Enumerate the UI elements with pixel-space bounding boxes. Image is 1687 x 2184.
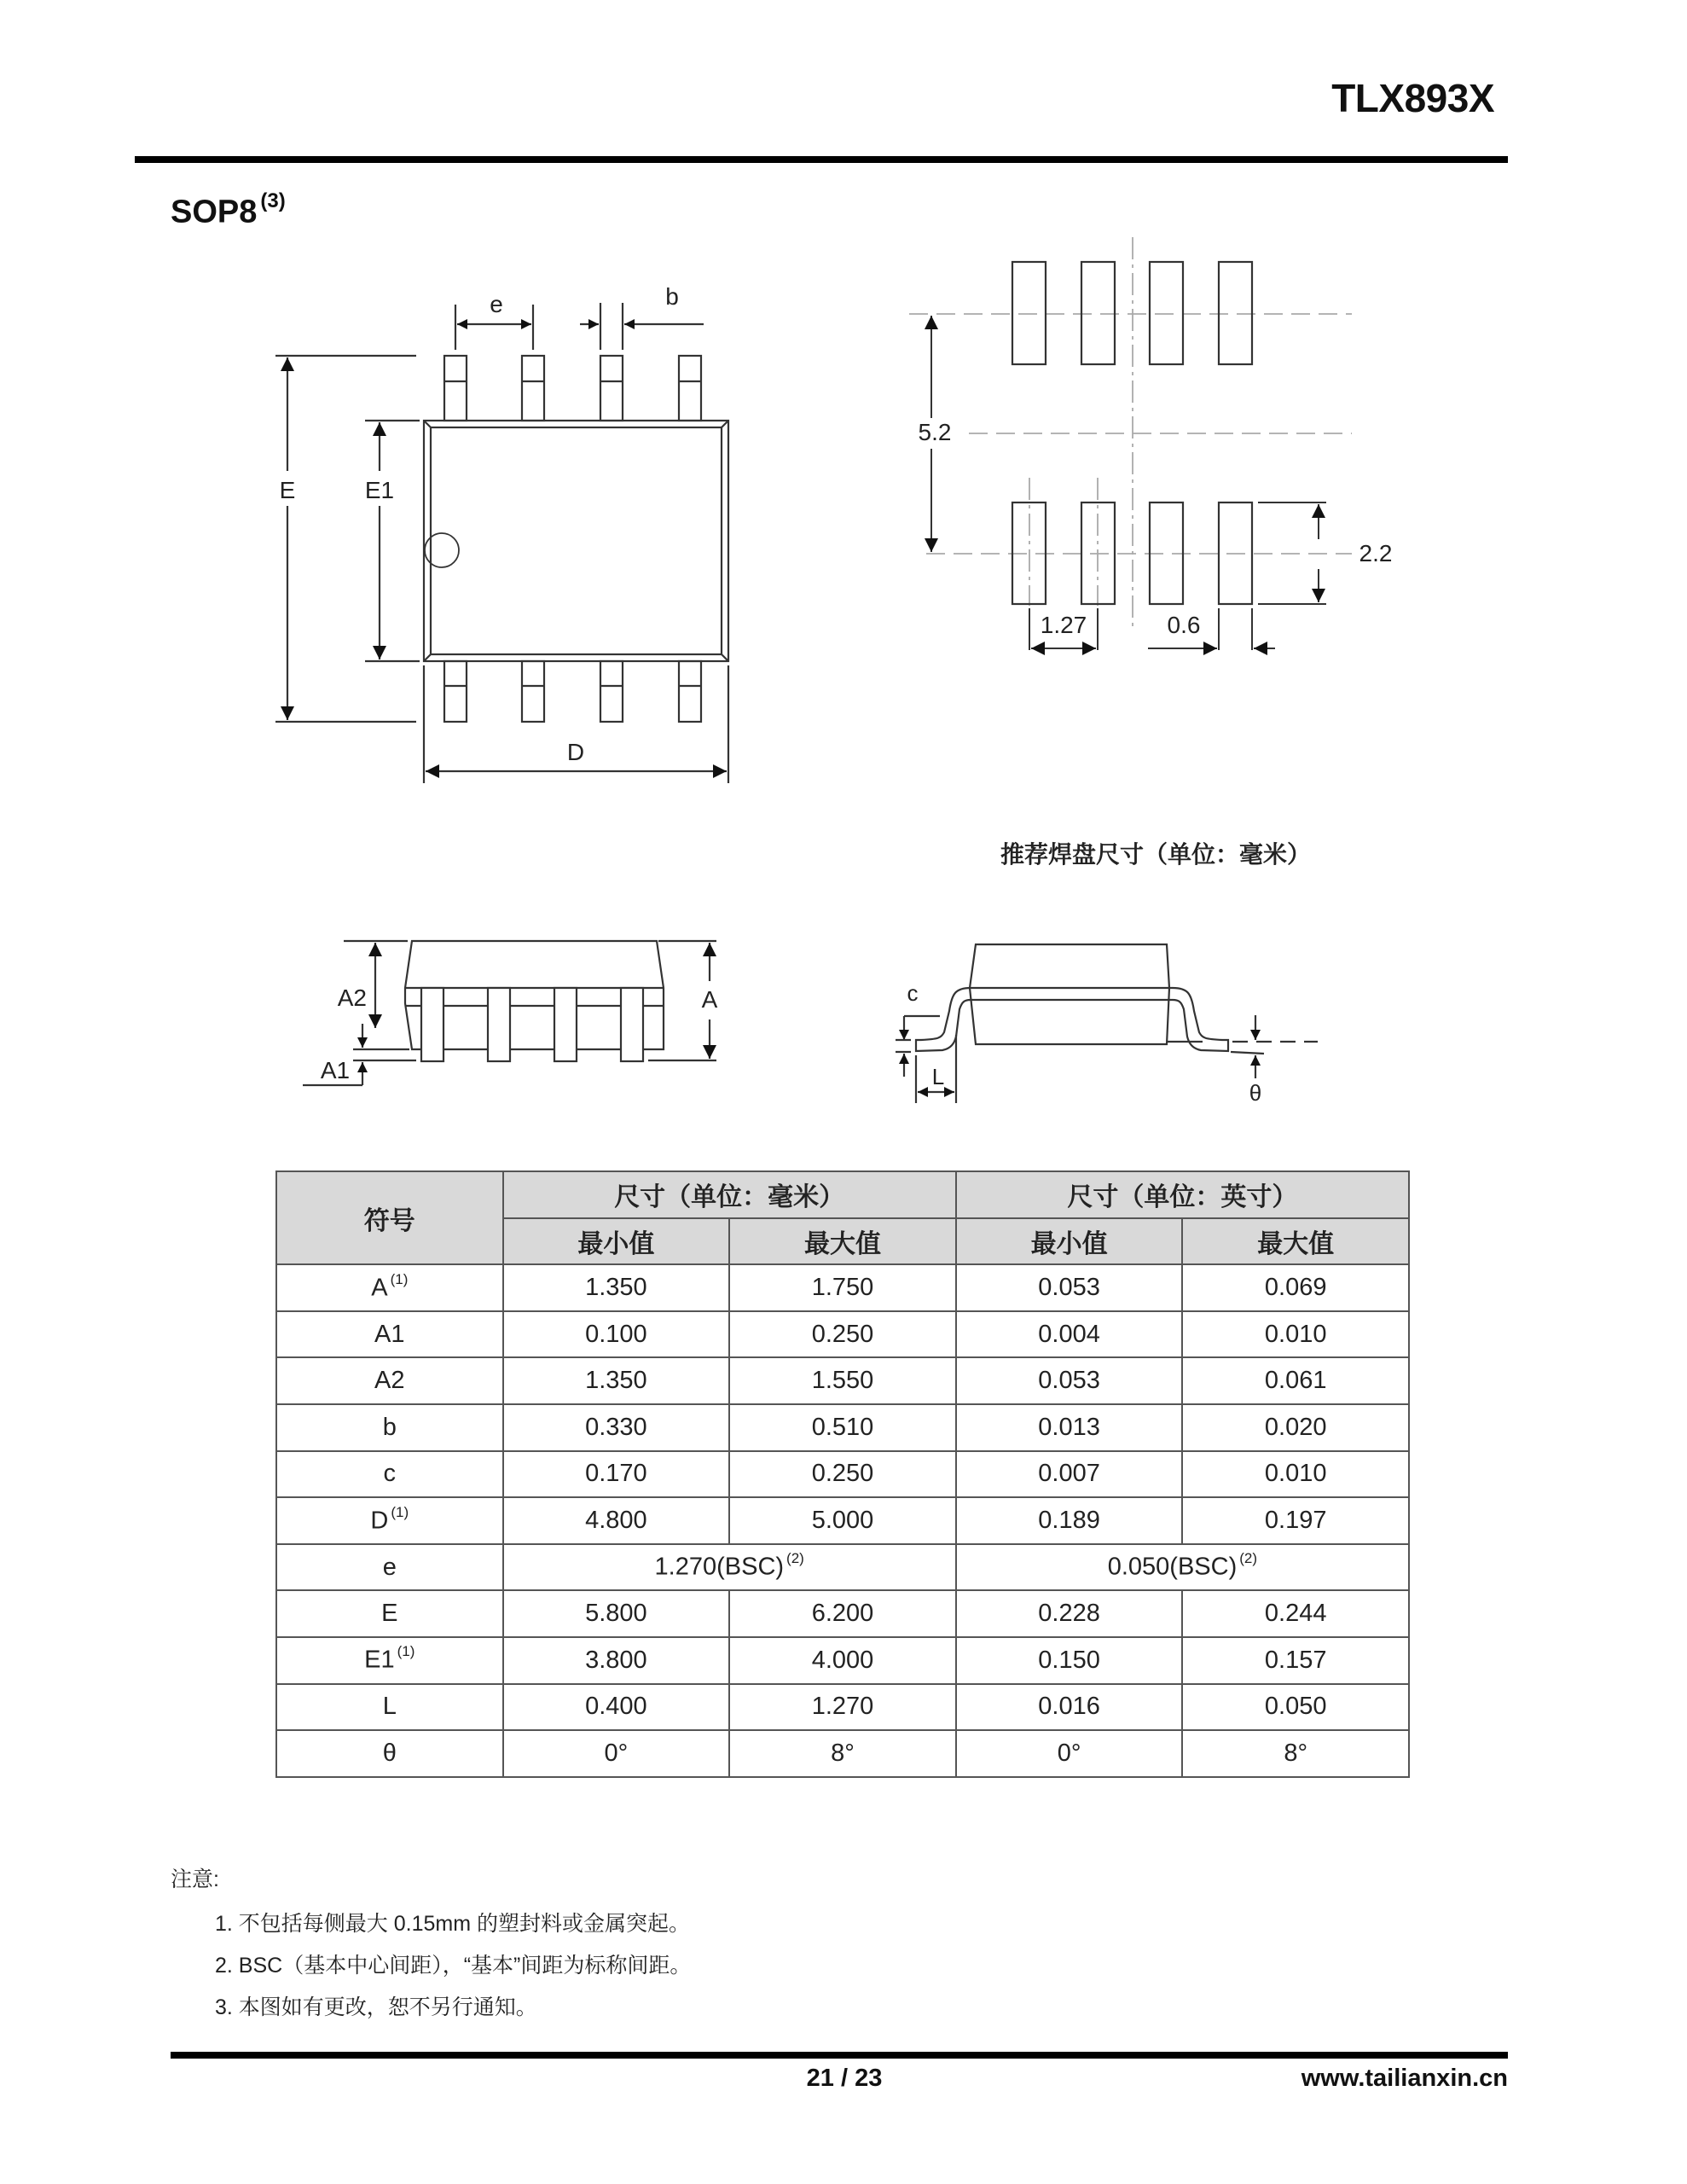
cell-symbol-value: L [382,1693,397,1721]
cell-symbol-value: E1 [364,1647,395,1675]
cell-in-max-value: 0.157 [1264,1646,1327,1674]
cell-in-max-value: 0.020 [1264,1413,1327,1441]
cell-mm-min [503,1497,730,1544]
note-reference: (3) [260,189,286,212]
cell-mm-min-value: 0.100 [585,1320,647,1348]
cell-mm-max-value: 4.000 [811,1646,874,1674]
cell-symbol-value: A1 [374,1320,405,1348]
cell-in-bsc-value: 0.050(BSC) [1107,1553,1238,1581]
cell-mm-min-value: 5.800 [585,1600,647,1628]
cell-in-min-value: 0.228 [1038,1600,1100,1628]
cell-in-min-value: 0° [1057,1739,1081,1767]
cell-in-min-value: 0.013 [1038,1413,1100,1441]
cell-mm-max-value: 1.550 [811,1367,874,1395]
cell-mm-min [503,1311,730,1358]
cell-in-min [956,1357,1183,1404]
table-row [276,1404,1409,1451]
cell-symbol [276,1357,503,1404]
label-L: L [931,1064,945,1089]
table-row [276,1637,1409,1684]
cell-in-max-value: 0.244 [1264,1600,1327,1628]
note-reference: (1) [390,1270,409,1287]
header-in-min: 最小值 [956,1218,1183,1265]
cell-in-max [1182,1637,1409,1684]
cell-symbol [276,1684,503,1731]
dimension-E1 [365,421,420,661]
footer-divider [171,2052,1508,2059]
cell-mm-max [729,1730,956,1777]
table-body [276,1264,1409,1777]
cell-mm-min-value: 1.350 [585,1273,647,1301]
cell-mm-min-value: 1.350 [585,1367,647,1395]
cell-mm-max-value: 1.270 [811,1693,874,1721]
label-E: E [279,477,296,503]
cell-in-min [956,1404,1183,1451]
cell-symbol [276,1637,503,1684]
cell-in-min [956,1451,1183,1498]
cell-mm-bsc [503,1544,956,1591]
cell-in-min [956,1590,1183,1637]
note-item: 1. 不包括每侧最大 0.15mm 的塑封料或金属突起。 [215,1912,690,1936]
note-item: 3. 本图如有更改，恕不另行通知。 [215,1995,537,2019]
cell-in-max-value: 0.069 [1264,1273,1327,1301]
header-mm-min: 最小值 [503,1218,730,1265]
cell-in-max-value: 0.197 [1264,1506,1327,1534]
cell-symbol-value: A2 [374,1367,405,1395]
cell-in-max [1182,1590,1409,1637]
side-view-drawing [303,941,716,1085]
cell-in-max-value: 0.050 [1264,1693,1327,1721]
note-reference: (2) [786,1550,804,1567]
cell-in-max [1182,1730,1409,1777]
cell-symbol [276,1451,503,1498]
table-row [276,1264,1409,1311]
header-in-max: 最大值 [1182,1218,1409,1265]
cell-in-min-value: 0.189 [1038,1506,1100,1534]
cell-symbol [276,1730,503,1777]
cell-symbol-value: A [371,1274,388,1302]
header-mm-max: 最大值 [729,1218,956,1265]
note-item: 2. BSC（基本中心间距），“基本”间距为标称间距。 [215,1954,692,1978]
header-mm: 尺寸（单位：毫米） [503,1171,956,1218]
cell-in-max [1182,1451,1409,1498]
cell-mm-min-value: 3.800 [585,1646,647,1674]
cell-in-max [1182,1404,1409,1451]
cell-in-max-value: 0.010 [1264,1460,1327,1488]
cell-in-min-value: 0.007 [1038,1460,1100,1488]
label-c: c [907,980,919,1006]
cell-symbol-value: E [381,1600,398,1628]
cell-in-max [1182,1311,1409,1358]
table-row [276,1544,1409,1591]
cell-in-max-value: 0.061 [1264,1367,1327,1395]
cell-symbol-value: D [370,1507,389,1535]
table-row [276,1590,1409,1637]
cell-symbol-value: θ [382,1739,397,1767]
label-theta: θ [1249,1080,1262,1106]
cell-symbol [276,1544,503,1591]
land-pattern-drawing [909,237,1352,650]
notes-section [171,1862,691,2032]
cell-mm-max-value: 0.250 [811,1320,874,1348]
cell-symbol [276,1264,503,1311]
cell-in-min [956,1264,1183,1311]
cell-mm-min [503,1357,730,1404]
note-reference: (2) [1239,1550,1258,1567]
dimension-E [275,356,416,722]
package-body-top [424,421,728,661]
cell-mm-max [729,1357,956,1404]
label-pitch: 1.27 [1040,612,1087,638]
dimension-table [275,1170,1410,1778]
cell-mm-min [503,1684,730,1731]
cell-in-min-value: 0.053 [1038,1367,1100,1395]
cell-in-min-value: 0.150 [1038,1646,1100,1674]
cell-mm-min-value: 0.400 [585,1693,647,1721]
cell-mm-max [729,1311,956,1358]
cell-mm-min [503,1590,730,1637]
note-reference: (1) [391,1503,409,1520]
cell-in-max-value: 0.010 [1264,1320,1327,1348]
label-A: A [701,986,718,1013]
cell-symbol [276,1590,503,1637]
website-link[interactable]: www.tailianxin.cn [1301,2065,1508,2092]
table-row [276,1451,1409,1498]
cell-mm-min [503,1637,730,1684]
cell-mm-min [503,1451,730,1498]
label-pad-length: 2.2 [1359,540,1393,566]
cell-in-max-value: 8° [1284,1739,1308,1767]
cell-in-min [956,1311,1183,1358]
cell-symbol [276,1404,503,1451]
cell-in-min-value: 0.053 [1038,1273,1100,1301]
cell-mm-max [729,1637,956,1684]
cell-mm-max [729,1497,956,1544]
cell-mm-min-value: 4.800 [585,1506,647,1534]
package-name: SOP8 [171,194,258,230]
bottom-leads [444,661,701,722]
cell-symbol [276,1311,503,1358]
dimension-b [580,303,704,350]
land-dimensions [931,316,1326,650]
cell-mm-min-value: 0° [604,1739,629,1767]
table-row [276,1311,1409,1358]
label-b: b [665,283,679,310]
cell-symbol-value: c [383,1460,397,1488]
center-lines [909,237,1352,631]
cell-symbol-value: b [382,1413,397,1441]
cell-mm-max [729,1590,956,1637]
cell-in-min [956,1730,1183,1777]
notes-title: 注意: [171,1867,219,1891]
cell-in-bsc [956,1544,1409,1591]
note-reference: (1) [397,1643,415,1660]
cell-mm-max [729,1264,956,1311]
cell-mm-bsc-value: 1.270(BSC) [654,1553,785,1581]
cell-mm-max-value: 6.200 [811,1600,874,1628]
cell-mm-max-value: 1.750 [811,1273,874,1301]
cell-mm-max-value: 5.000 [811,1506,874,1534]
cell-in-min [956,1497,1183,1544]
cell-mm-max-value: 8° [831,1739,855,1767]
label-e: e [490,291,503,317]
cell-mm-min-value: 0.330 [585,1413,647,1441]
table-row [276,1730,1409,1777]
cell-mm-max-value: 0.250 [811,1460,874,1488]
cell-mm-max [729,1451,956,1498]
label-D: D [566,739,585,765]
cell-mm-min [503,1404,730,1451]
cell-mm-min [503,1264,730,1311]
land-pattern-caption: 推荐焊盘尺寸（单位：毫米） [1000,841,1311,868]
cell-mm-min [503,1730,730,1777]
cell-symbol-value: e [382,1553,397,1581]
label-E1: E1 [364,477,395,503]
cell-in-min-value: 0.004 [1038,1320,1100,1348]
label-span: 5.2 [918,419,952,445]
cell-symbol [276,1497,503,1544]
header-inch: 尺寸（单位：英寸） [956,1171,1409,1218]
cell-in-max [1182,1497,1409,1544]
page-number: 21 / 23 [806,2065,883,2092]
label-A2: A2 [337,985,367,1011]
table-row [276,1497,1409,1544]
top-view-drawing [275,303,728,783]
cell-mm-max [729,1684,956,1731]
label-A1: A1 [320,1057,351,1083]
label-pad-width: 0.6 [1167,612,1201,638]
table-row [276,1357,1409,1404]
cell-mm-max-value: 0.510 [811,1413,874,1441]
cell-in-max [1182,1264,1409,1311]
document-title: TLX893X [1331,76,1494,120]
cell-mm-max [729,1404,956,1451]
cell-in-min [956,1684,1183,1731]
cell-mm-min-value: 0.170 [585,1460,647,1488]
top-leads [444,356,701,421]
header-symbol: 符号 [276,1171,503,1264]
cell-in-max [1182,1357,1409,1404]
cell-in-min-value: 0.016 [1038,1693,1100,1721]
cell-in-max [1182,1684,1409,1731]
dimension-D [424,665,728,783]
table-row [276,1684,1409,1731]
table-header-row [276,1171,1409,1218]
cell-in-min [956,1637,1183,1684]
